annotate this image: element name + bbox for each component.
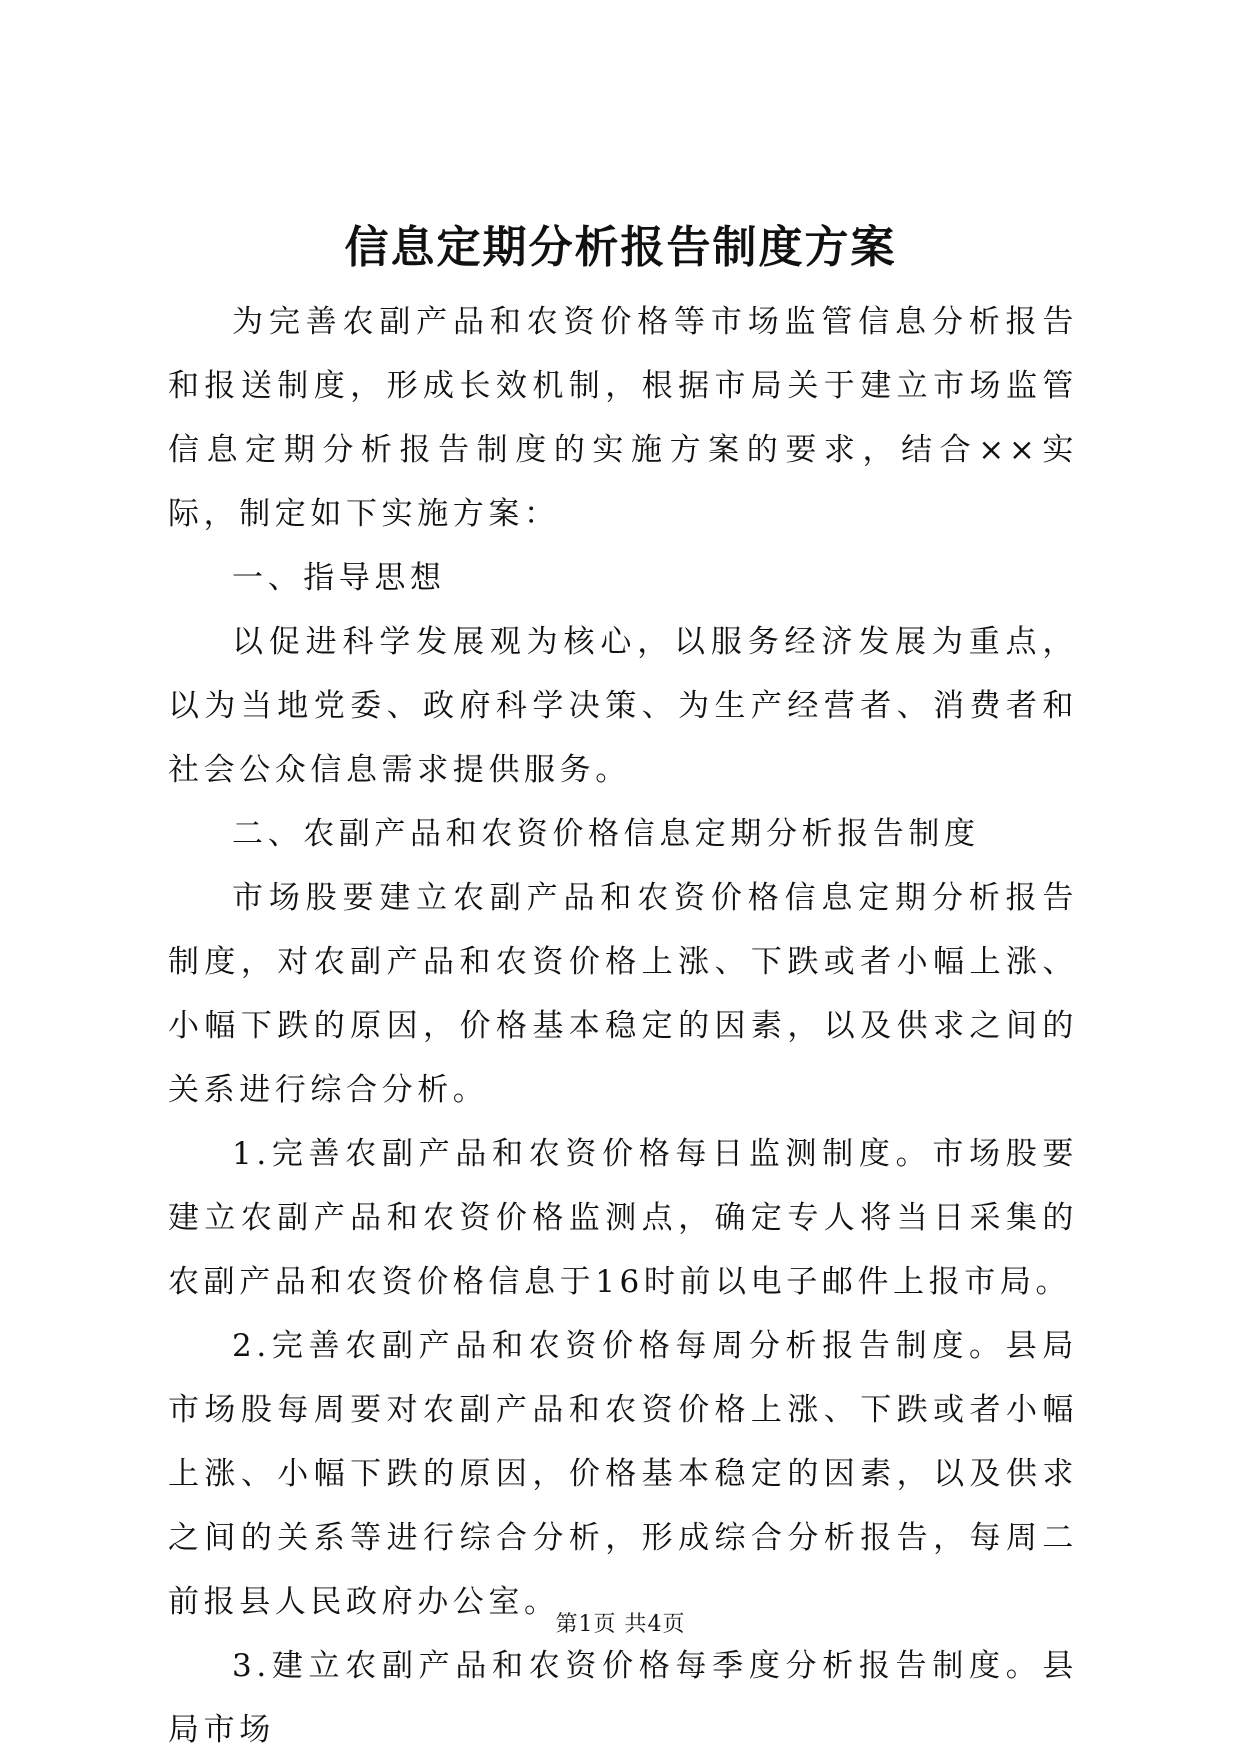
section-heading-reporting-system: 二、农副产品和农资价格信息定期分析报告制度: [232, 816, 980, 852]
item-1-paragraph: 1.完善农副产品和农资价格每日监测制度。市场股要建立农副产品和农资价格监测点，确定专人将当日采集的农副产品和农资价格信息于16时前以电子邮件上报市局。: [168, 1136, 1078, 1300]
item-2-paragraph: 2.完善农副产品和农资价格每周分析报告制度。县局市场股每周要对农副产品和农资价格上涨、下跌或者小幅上涨、小幅下跌的原因，价格基本稳定的因素，以及供求之间的关系等进行综合分析，形成综合分析报告，每周二前报县人民政府办公室。: [168, 1328, 1078, 1620]
reporting-system-paragraph: 市场股要建立农副产品和农资价格信息定期分析报告制度，对农副产品和农资价格上涨、下跌或者小幅上涨、小幅下跌的原因，价格基本稳定的因素，以及供求之间的关系进行综合分析。: [168, 880, 1078, 1108]
item-3-paragraph: 3.建立农副产品和农资价格每季度分析报告制度。县局市场: [168, 1648, 1078, 1748]
intro-paragraph: 为完善农副产品和农资价格等市场监管信息分析报告和报送制度，形成长效机制，根据市局关于建立市场监管信息定期分析报告制度的实施方案的要求，结合××实际，制定如下实施方案：: [168, 304, 1078, 532]
document-title: 信息定期分析报告制度方案: [344, 222, 897, 273]
section-heading-guiding-thought: 一、指导思想: [232, 560, 446, 596]
page-footer: 第1页 共4页: [555, 1612, 686, 1637]
document-body: [168, 290, 1078, 1762]
guiding-thought-paragraph: 以促进科学发展观为核心，以服务经济发展为重点，以为当地党委、政府科学决策、为生产经营者、消费者和社会公众信息需求提供服务。: [168, 624, 1078, 788]
